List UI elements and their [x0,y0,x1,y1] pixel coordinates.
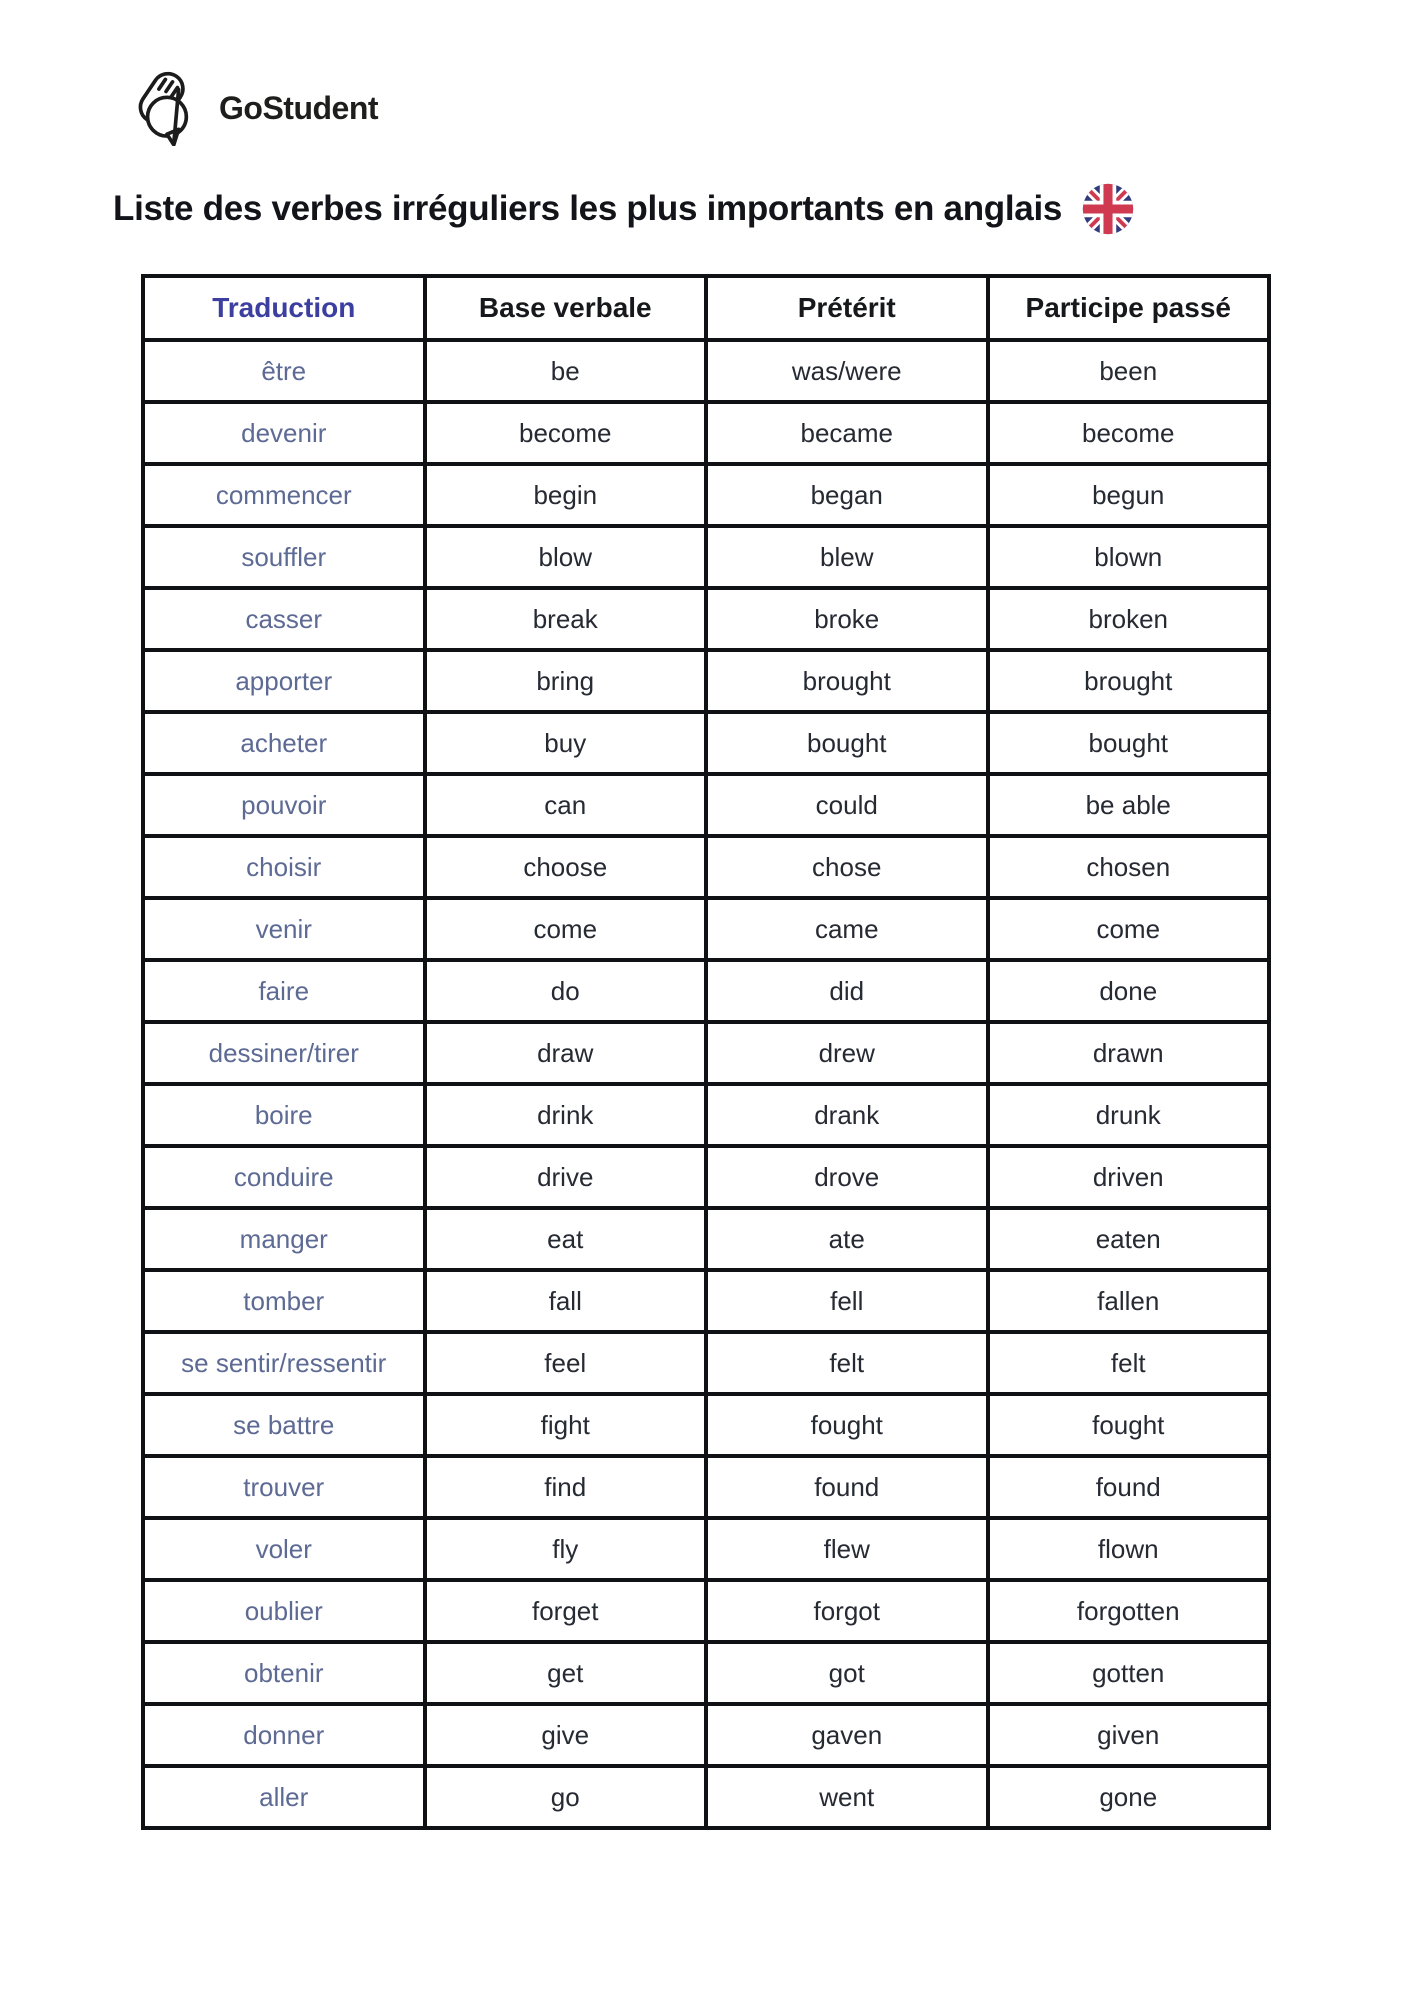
verb-cell: go [425,1766,707,1828]
verb-cell: become [425,402,707,464]
verb-cell: feel [425,1332,707,1394]
translation-cell: voler [143,1518,425,1580]
table-row [143,1766,1269,1828]
verb-cell: flew [706,1518,988,1580]
verb-cell: give [425,1704,707,1766]
translation-cell: obtenir [143,1642,425,1704]
table-row [143,1518,1269,1580]
translation-cell: se battre [143,1394,425,1456]
translation-cell: venir [143,898,425,960]
verb-cell: came [706,898,988,960]
table-row [143,588,1269,650]
verb-cell: do [425,960,707,1022]
verb-cell: blow [425,526,707,588]
verb-cell: been [988,340,1270,402]
verb-cell: can [425,774,707,836]
column-header-base-verbale: Base verbale [425,276,707,340]
verb-cell: drink [425,1084,707,1146]
verb-cell: buy [425,712,707,774]
verb-cell: fly [425,1518,707,1580]
table-row [143,464,1269,526]
table-row [143,340,1269,402]
verb-cell: fight [425,1394,707,1456]
translation-cell: boire [143,1084,425,1146]
translation-cell: donner [143,1704,425,1766]
verb-cell: come [425,898,707,960]
verb-cell: bought [988,712,1270,774]
verb-cell: drew [706,1022,988,1084]
verb-cell: gotten [988,1642,1270,1704]
column-header-traduction: Traduction [143,276,425,340]
verb-table-body [143,340,1269,1828]
verb-cell: drawn [988,1022,1270,1084]
table-row [143,1270,1269,1332]
table-row [143,1084,1269,1146]
uk-flag-icon [1082,183,1134,235]
translation-cell: oublier [143,1580,425,1642]
verb-cell: bring [425,650,707,712]
verb-cell: brought [706,650,988,712]
table-row [143,1208,1269,1270]
verb-cell: did [706,960,988,1022]
verb-cell: forgot [706,1580,988,1642]
verb-cell: drove [706,1146,988,1208]
verb-cell: flown [988,1518,1270,1580]
verb-table-header-row [143,276,1269,340]
verb-cell: given [988,1704,1270,1766]
verb-cell: chosen [988,836,1270,898]
translation-cell: acheter [143,712,425,774]
verb-cell: eat [425,1208,707,1270]
verb-cell: fallen [988,1270,1270,1332]
verb-cell: begun [988,464,1270,526]
translation-cell: choisir [143,836,425,898]
table-row [143,1580,1269,1642]
table-row [143,898,1269,960]
verb-cell: be able [988,774,1270,836]
verb-cell: found [988,1456,1270,1518]
table-row [143,960,1269,1022]
table-row [143,1146,1269,1208]
table-row [143,1456,1269,1518]
verb-cell: eaten [988,1208,1270,1270]
verb-cell: fought [988,1394,1270,1456]
translation-cell: tomber [143,1270,425,1332]
translation-cell: se sentir/ressentir [143,1332,425,1394]
table-row [143,712,1269,774]
table-row [143,1704,1269,1766]
irregular-verbs-table [141,274,1271,1830]
verb-cell: fall [425,1270,707,1332]
translation-cell: dessiner/tirer [143,1022,425,1084]
translation-cell: faire [143,960,425,1022]
verb-cell: choose [425,836,707,898]
verb-cell: became [706,402,988,464]
table-row [143,836,1269,898]
page-title: Liste des verbes irréguliers les plus importants en anglais [113,189,1063,228]
verb-cell: driven [988,1146,1270,1208]
translation-cell: être [143,340,425,402]
verb-cell: could [706,774,988,836]
translation-cell: trouver [143,1456,425,1518]
verb-cell: went [706,1766,988,1828]
column-header-preterit: Prétérit [706,276,988,340]
translation-cell: devenir [143,402,425,464]
translation-cell: manger [143,1208,425,1270]
translation-cell: aller [143,1766,425,1828]
table-row [143,774,1269,836]
column-header-participe-passe: Participe passé [988,276,1270,340]
verb-cell: done [988,960,1270,1022]
translation-cell: commencer [143,464,425,526]
verb-cell: forgotten [988,1580,1270,1642]
verb-cell: began [706,464,988,526]
verb-cell: felt [988,1332,1270,1394]
title-row [113,183,1134,235]
verb-cell: drive [425,1146,707,1208]
table-row [143,526,1269,588]
translation-cell: pouvoir [143,774,425,836]
translation-cell: apporter [143,650,425,712]
verb-cell: broken [988,588,1270,650]
verb-cell: got [706,1642,988,1704]
verb-cell: blown [988,526,1270,588]
verb-cell: drunk [988,1084,1270,1146]
verb-cell: gone [988,1766,1270,1828]
verb-cell: be [425,340,707,402]
verb-cell: was/were [706,340,988,402]
verb-cell: fought [706,1394,988,1456]
table-row [143,1332,1269,1394]
verb-cell: fell [706,1270,988,1332]
verb-cell: get [425,1642,707,1704]
verb-cell: forget [425,1580,707,1642]
table-row [143,1022,1269,1084]
translation-cell: conduire [143,1146,425,1208]
verb-cell: chose [706,836,988,898]
verb-cell: break [425,588,707,650]
verb-cell: begin [425,464,707,526]
translation-cell: casser [143,588,425,650]
verb-cell: gaven [706,1704,988,1766]
verb-cell: blew [706,526,988,588]
table-row [143,1394,1269,1456]
verb-cell: broke [706,588,988,650]
verb-cell: found [706,1456,988,1518]
gostudent-logo [135,70,378,146]
translation-cell: souffler [143,526,425,588]
table-row [143,1642,1269,1704]
verb-cell: draw [425,1022,707,1084]
verb-cell: bought [706,712,988,774]
gostudent-logo-icon [135,70,197,146]
verb-cell: drank [706,1084,988,1146]
verb-cell: come [988,898,1270,960]
table-row [143,402,1269,464]
table-row [143,650,1269,712]
brand-name: GoStudent [219,89,379,126]
verb-cell: felt [706,1332,988,1394]
verb-cell: become [988,402,1270,464]
verb-cell: ate [706,1208,988,1270]
verb-cell: find [425,1456,707,1518]
verb-cell: brought [988,650,1270,712]
